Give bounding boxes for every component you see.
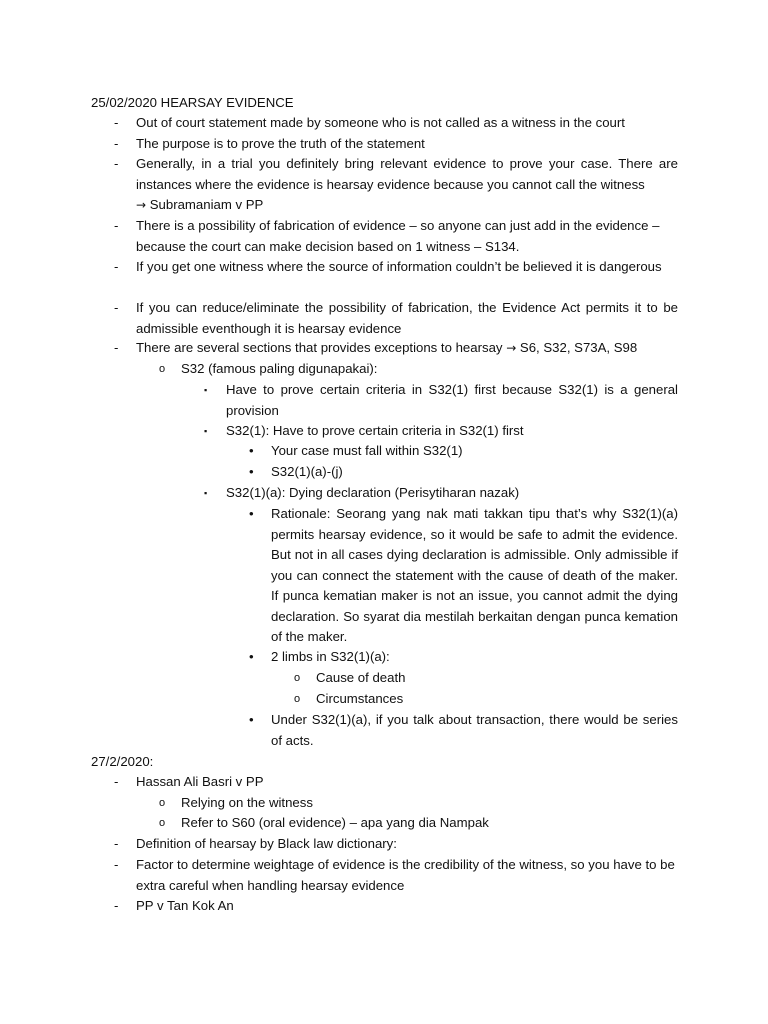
list-item: - Hassan Ali Basri v PP xyxy=(136,772,678,793)
dash-bullet: - xyxy=(114,857,119,872)
list-item: - PP v Tan Kok An xyxy=(136,896,678,917)
heading-hearsay-evidence: 25/02/2020 HEARSAY EVIDENCE xyxy=(91,95,294,110)
heading-date: 27/2/2020: xyxy=(91,754,154,769)
sub-list-item: o Relying on the witness xyxy=(181,793,678,814)
list-item: - There are several sections that provides exceptions to hearsay → S6, S32, S73A, S98 xyxy=(136,338,678,359)
square-bullet: ▪ xyxy=(204,488,208,498)
dash-bullet: - xyxy=(114,836,119,851)
list-item: - Out of court statement made by someone who is not called as a witness in the court xyxy=(136,113,678,134)
list-item: - Definition of hearsay by Black law dictionary: xyxy=(136,834,678,855)
limb-item: o Circumstances xyxy=(316,689,678,710)
sub-sub-list-item: ▪ S32(1)(a): Dying declaration (Perisytiharan nazak) xyxy=(226,483,678,504)
bullet-point: • Under S32(1)(a), if you talk about transaction, there would be series of acts. xyxy=(249,712,678,748)
list-item: - If you can reduce/eliminate the possibility of fabrication, the Evidence Act permits it to be admissible eventhough it is hearsay evidence xyxy=(114,300,678,336)
limb-item: o Cause of death xyxy=(316,668,678,689)
list-item: - Factor to determine weightage of evidence is the credibility of the witness, so you have to be extra careful when handling hearsay evidence xyxy=(114,857,675,893)
bullet-point: • S32(1)(a)-(j) xyxy=(271,462,678,483)
circle-bullet: o xyxy=(159,797,166,809)
circle-bullet: o xyxy=(159,363,166,375)
circle-bullet: o xyxy=(294,693,301,705)
dot-bullet: • xyxy=(249,506,254,521)
list-item: - Generally, in a trial you definitely bring relevant evidence to prove your case. There are instances where the evidence is hearsay evidence because you cannot call the witness xyxy=(114,156,678,192)
dash-bullet: - xyxy=(114,156,119,171)
bullet-point: • Your case must fall within S32(1) xyxy=(271,441,678,462)
square-bullet: ▪ xyxy=(204,426,208,436)
bullet-point: • 2 limbs in S32(1)(a): xyxy=(271,647,678,668)
arrow-right-icon: → xyxy=(136,198,147,212)
dash-bullet: - xyxy=(114,218,119,233)
dash-bullet: - xyxy=(114,898,119,913)
dot-bullet: • xyxy=(249,712,254,727)
circle-bullet: o xyxy=(294,672,301,684)
case-reference: → Subramaniam v PP xyxy=(136,195,678,216)
dash-bullet: - xyxy=(114,115,119,130)
dash-bullet: - xyxy=(114,300,119,315)
square-bullet: ▪ xyxy=(204,385,208,395)
sub-sub-list-item: ▪ S32(1): Have to prove certain criteria in S32(1) first xyxy=(226,421,678,442)
sub-list-item: o Refer to S60 (oral evidence) – apa yang dia Nampak xyxy=(181,813,678,834)
dash-bullet: - xyxy=(114,259,119,274)
list-item: - The purpose is to prove the truth of the statement xyxy=(136,134,678,155)
dot-bullet: • xyxy=(249,464,254,479)
list-item: - If you get one witness where the source of information couldn’t be believed it is dangerous xyxy=(136,257,678,278)
dot-bullet: • xyxy=(249,649,254,664)
dash-bullet: - xyxy=(114,136,119,151)
dot-bullet: • xyxy=(249,443,254,458)
sub-list-item: o S32 (famous paling digunapakai): xyxy=(181,359,678,380)
sub-sub-list-item: ▪ Have to prove certain criteria in S32(1) first because S32(1) is a general provision xyxy=(204,382,678,418)
list-item: - There is a possibility of fabrication of evidence – so anyone can just add in the evidence – because the court can make decision based on 1 witness – S134. xyxy=(114,218,660,254)
circle-bullet: o xyxy=(159,817,166,829)
bullet-point: • Rationale: Seorang yang nak mati takkan tipu that’s why S32(1)(a) permits hearsay evidence, so it would be safe to admit the evidence. But not in all cases dying declaration is admissible. Only admissible if you can connect the statement with the cause of death of the maker. If punca kematian maker is not an issue, you cannot admit the dying declaration. So syarat dia mestilah berkaitan dengan punca kemation of the maker. xyxy=(249,506,678,644)
dash-bullet: - xyxy=(114,774,119,789)
dash-bullet: - xyxy=(114,340,119,355)
arrow-right-icon: → xyxy=(506,341,517,355)
